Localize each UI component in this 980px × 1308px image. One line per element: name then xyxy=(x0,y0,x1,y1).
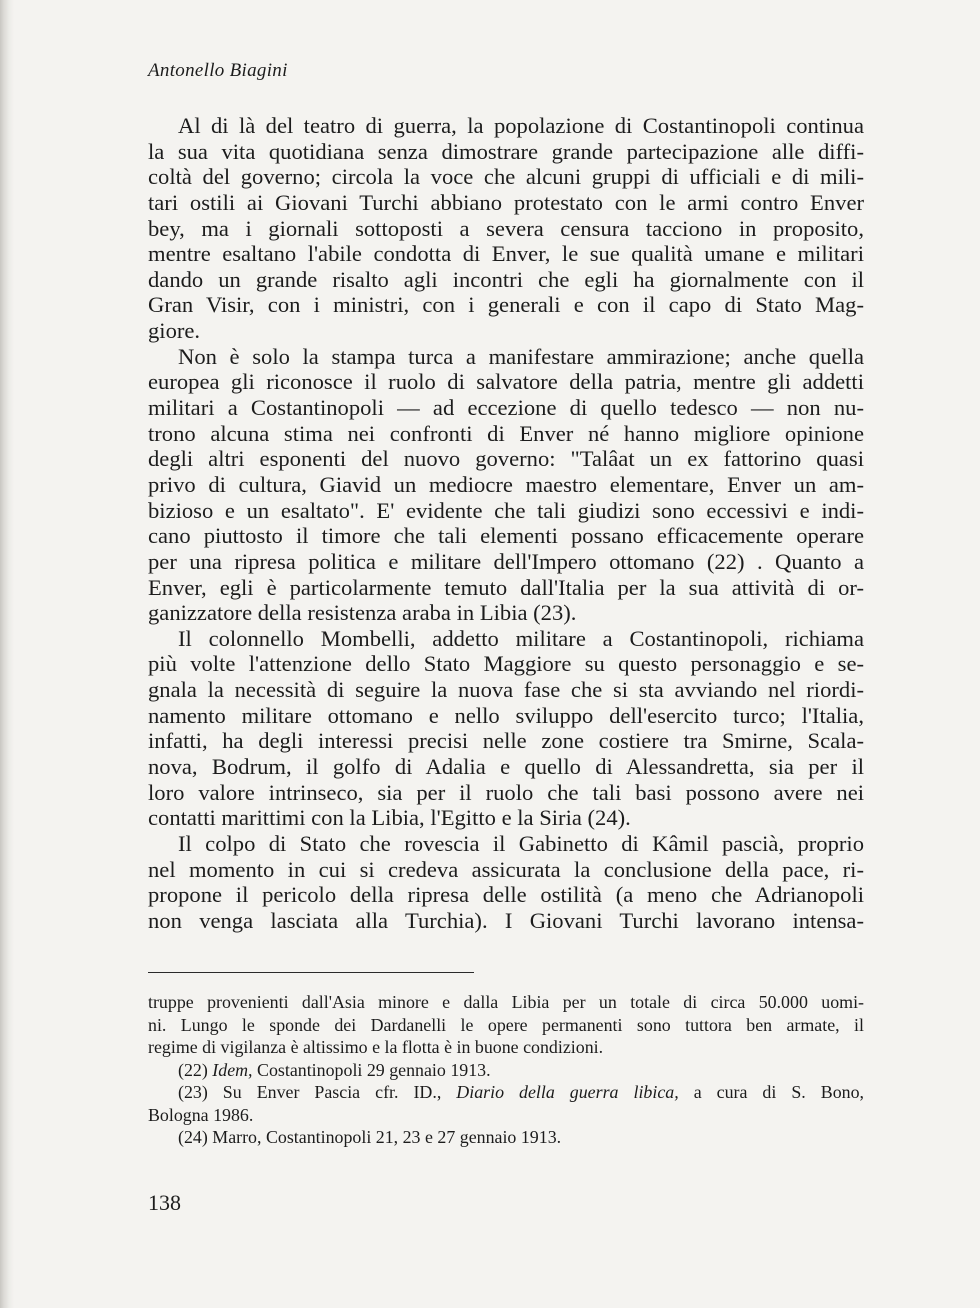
footnote-separator xyxy=(148,972,474,973)
footnote-line: ni. Lungo le sponde dei Dardanelli le opere permanenti sono tuttora ben armate, il xyxy=(148,1014,864,1035)
footnote-line: truppe provenienti dall'Asia minore e dalla Libia per un totale di circa 50.000 uomi- xyxy=(148,992,864,1012)
footnote-text: Su Enver Pascia cfr. ID., xyxy=(207,1082,457,1102)
text-line: privo di cultura, Giavid un mediocre maestro elementare, Enver un am- xyxy=(148,471,864,497)
text-line: mentre esaltano l'abile condotta di Enver, le sue qualità umane e militari xyxy=(148,241,864,267)
running-head: Antonello Biagini xyxy=(148,60,288,81)
text-line: Gran Visir, con i ministri, con i generali e con il capo di Stato Mag- xyxy=(148,292,864,318)
text-line: bey, ma i giornali sottoposti a severa censura tacciono in proposito, xyxy=(148,215,864,241)
text-line: militari a Costantinopoli — ad eccezione di quello tedesco — non nu- xyxy=(148,395,864,421)
footnote-number: (23) xyxy=(178,1082,208,1102)
footnote-text: a cura di S. Bono, xyxy=(678,1082,864,1102)
footnote-text: Costantinopoli 29 gennaio 1913. xyxy=(252,1059,491,1080)
text-line: trono alcuna stima nei confronti di Enver né hanno migliore opinione xyxy=(148,420,864,446)
text-line: infatti, ha degli interessi precisi nelle zone costiere tra Smirne, Scala- xyxy=(148,728,864,754)
text-line: bizioso e un esaltato". E' evidente che tali giudizi sono eccessivi e indi- xyxy=(148,497,864,523)
text-line: più volte l'attenzione dello Stato Maggiore su questo personaggio e se- xyxy=(148,651,864,677)
text-line: la sua vita quotidiana senza dimostrare grande partecipazione alle diffi- xyxy=(148,138,864,164)
text-line: Il colonnello Mombelli, addetto militare a Costantinopoli, richiama xyxy=(178,625,864,651)
text-line: dando un grande risalto agli incontri che egli ha giornalmente con il xyxy=(148,266,864,292)
text-line: europea gli riconosce il ruolo di salvatore della patria, mentre gli addetti xyxy=(148,369,864,395)
text-line: gnala la necessità di seguire la nuova fase che si sta avviando nel riordi- xyxy=(148,677,864,703)
footnote-line: regime di vigilanza è altissimo e la flotta è in buone condizioni. xyxy=(148,1037,604,1057)
text-line: per una ripresa politica e militare dell'Impero ottomano (22) . Quanto a xyxy=(148,548,864,574)
main-text xyxy=(148,113,864,934)
footnote-23 xyxy=(148,1081,864,1104)
text-line: coltà del governo; circola la voce che alcuni gruppi di ufficiali e di mili- xyxy=(148,164,864,190)
text-line: propone il pericolo della ripresa delle ostilità (a meno che Adrianopoli xyxy=(148,882,864,908)
paragraph-3 xyxy=(148,626,864,831)
text-line: nel momento in cui si credeva assicurata la conclusione della pace, ri- xyxy=(148,856,864,882)
text-line: tari ostili ai Giovani Turchi abbiano protestato con le armi contro Enver xyxy=(148,189,864,215)
footnote-italic: Idem, xyxy=(212,1059,253,1080)
footnote-number: (24) xyxy=(178,1127,208,1147)
footnote-text: Marro, Costantinopoli 21, 23 e 27 gennaio 1913. xyxy=(207,1127,562,1147)
footnotes xyxy=(148,991,864,1149)
text-line: namento militare ottomano e nello sviluppo dell'esercito turco; l'Italia, xyxy=(148,702,864,728)
paragraph-4 xyxy=(148,831,864,934)
footnote-number: (22) xyxy=(178,1059,208,1080)
footnote-line: Bologna 1986. xyxy=(148,1104,254,1125)
text-line: Al di là del teatro di guerra, la popolazione di Costantinopoli continua xyxy=(178,113,864,138)
text-line: Enver, egli è particolarmente temuto dall'Italia per la sua attività di or- xyxy=(148,574,864,600)
footnote-italic: Diario della guerra libica, xyxy=(456,1082,679,1102)
footnote-22 xyxy=(148,1059,864,1082)
text-line: Non è solo la stampa turca a manifestare ammirazione; anche quella xyxy=(178,343,864,369)
paragraph-1 xyxy=(148,113,864,344)
page-number: 138 xyxy=(148,1190,181,1215)
text-line: contatti marittimi con la Libia, l'Egitto e la Siria (24). xyxy=(148,805,631,831)
text-line: degli altri esponenti del nuovo governo: "Talâat un ex fattorino quasi xyxy=(148,446,864,472)
text-line: non venga lasciata alla Turchia). I Giovani Turchi lavorano intensa- xyxy=(148,907,864,933)
text-line: Il colpo di Stato che rovescia il Gabinetto di Kâmil pascià, proprio xyxy=(178,830,864,856)
text-line: loro valore intrinseco, sia per il ruolo che tali basi possono avere nei xyxy=(148,779,864,805)
text-line: giore. xyxy=(148,318,201,344)
text-line: nova, Bodrum, il golfo di Adalia e quello di Alessandretta, sia per il xyxy=(148,754,864,780)
text-line: ganizzatore della resistenza araba in Libia (23). xyxy=(148,600,577,626)
text-line: cano piuttosto il timore che tali elementi possano efficacemente operare xyxy=(148,523,864,549)
paragraph-2 xyxy=(148,344,864,626)
footnote-24 xyxy=(148,1126,864,1149)
page-gutter-shadow xyxy=(0,0,14,1308)
